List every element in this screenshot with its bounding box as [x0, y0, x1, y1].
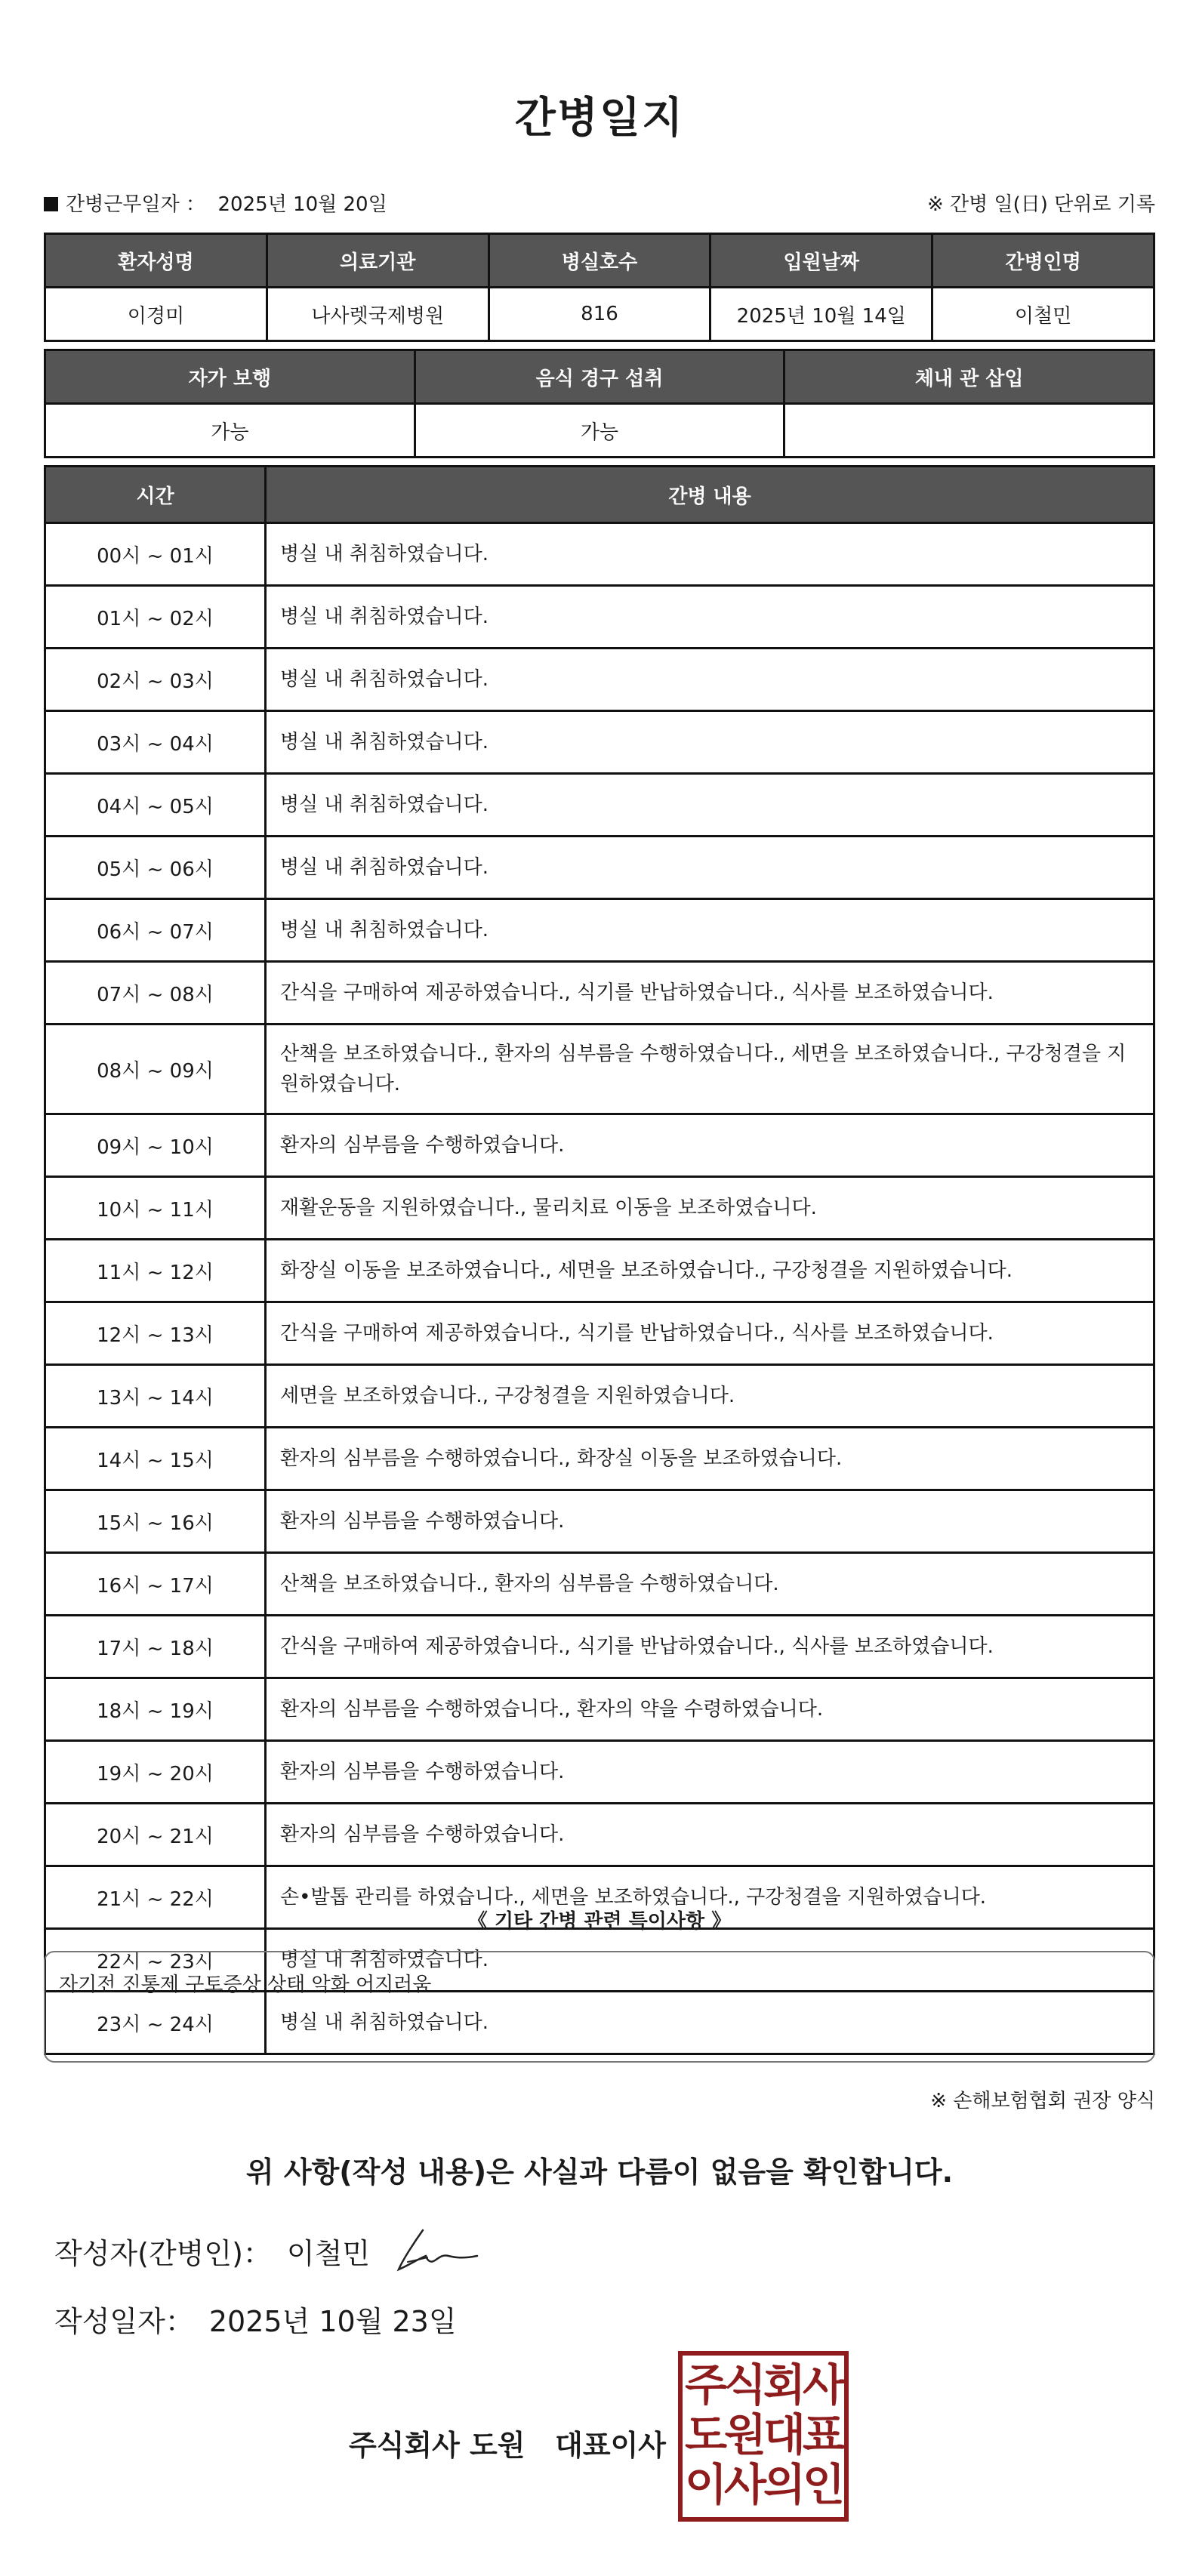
company-seal-icon	[678, 2351, 849, 2522]
table-row	[45, 1177, 1154, 1240]
time-cell: 00시 ~ 01시	[45, 523, 266, 586]
header-admission-date: 입원날짜	[710, 234, 932, 288]
content-cell: 병실 내 취침하였습니다.	[266, 586, 1154, 649]
table-row	[45, 1741, 1154, 1804]
table-row	[45, 1365, 1154, 1428]
table-row	[45, 1490, 1154, 1553]
table-row	[45, 774, 1154, 837]
caregiver-name: 이철민	[932, 288, 1154, 341]
remarks-box: 자기전 진통제 구토증상 상태 악화 어지러움	[44, 1951, 1155, 2063]
signature-icon	[393, 2226, 483, 2276]
table-row	[45, 837, 1154, 899]
work-date-label: 간병근무일자 ：	[66, 193, 205, 216]
table-row	[45, 649, 1154, 711]
time-cell: 04시 ~ 05시	[45, 774, 266, 837]
time-cell: 08시 ~ 09시	[45, 1025, 266, 1114]
table-row	[45, 586, 1154, 649]
time-cell: 20시 ~ 21시	[45, 1804, 266, 1866]
content-cell: 환자의 심부름을 수행하였습니다., 환자의 약을 수령하였습니다.	[266, 1678, 1154, 1741]
ability-table	[44, 349, 1155, 458]
content-cell: 병실 내 취침하였습니다.	[266, 1929, 1154, 1992]
table-row	[45, 899, 1154, 962]
writer-label: 작성자(간병인)：	[54, 2237, 272, 2270]
tube-insertion-value	[784, 404, 1154, 458]
time-cell: 07시 ~ 08시	[45, 962, 266, 1025]
table-row	[45, 711, 1154, 774]
content-cell: 환자의 심부름을 수행하였습니다.	[266, 1741, 1154, 1804]
content-cell: 화장실 이동을 보조하였습니다., 세면을 보조하였습니다., 구강청결을 지원하였습니다.	[266, 1240, 1154, 1302]
patient-info-table	[44, 233, 1155, 342]
form-note: ※ 손해보험협회 권장 양식	[930, 2090, 1155, 2112]
content-cell: 재활운동을 지원하였습니다., 물리치료 이동을 보조하였습니다.	[266, 1177, 1154, 1240]
table-row	[45, 1114, 1154, 1177]
table-row	[45, 1025, 1154, 1114]
seal-line: 도원대표	[684, 2409, 843, 2460]
confirmation-statement: 위 사항(작성 내용)은 사실과 다름이 없음을 확인합니다.	[245, 2155, 954, 2189]
time-cell: 10시 ~ 11시	[45, 1177, 266, 1240]
write-date-line	[54, 2298, 457, 2340]
content-cell: 병실 내 취침하였습니다.	[266, 837, 1154, 899]
content-cell: 병실 내 취침하였습니다.	[266, 1992, 1154, 2054]
content-cell: 환자의 심부름을 수행하였습니다., 화장실 이동을 보조하였습니다.	[266, 1428, 1154, 1490]
time-cell: 12시 ~ 13시	[45, 1302, 266, 1365]
writer-name: 이철민	[286, 2237, 371, 2270]
header-walking: 자가 보행	[45, 350, 415, 404]
header-oral-intake: 음식 경구 섭취	[415, 350, 784, 404]
content-cell: 환자의 심부름을 수행하였습니다.	[266, 1114, 1154, 1177]
content-cell: 병실 내 취침하였습니다.	[266, 523, 1154, 586]
record-unit-note: ※ 간병 일(日) 단위로 기록	[926, 193, 1155, 216]
time-cell: 05시 ~ 06시	[45, 837, 266, 899]
table-row	[45, 1428, 1154, 1490]
content-cell: 병실 내 취침하였습니다.	[266, 774, 1154, 837]
room-number: 816	[489, 288, 710, 341]
document-title: 간병일지	[514, 94, 685, 143]
writer-line	[54, 2230, 370, 2272]
header-hospital: 의료기관	[267, 234, 489, 288]
care-log-table	[44, 465, 1155, 2055]
header-care-content: 간병 내용	[266, 467, 1154, 523]
time-cell: 03시 ~ 04시	[45, 711, 266, 774]
table-row	[45, 1616, 1154, 1678]
seal-line: 주식회사	[684, 2359, 843, 2411]
write-date-label: 작성일자：	[54, 2305, 194, 2338]
square-bullet-icon	[44, 197, 58, 211]
time-cell: 22시 ~ 23시	[45, 1929, 266, 1992]
time-cell: 14시 ~ 15시	[45, 1428, 266, 1490]
time-cell: 13시 ~ 14시	[45, 1365, 266, 1428]
content-cell: 손•발톱 관리를 하였습니다., 세면을 보조하였습니다., 구강청결을 지원하였습니다.	[266, 1866, 1154, 1929]
work-date	[44, 189, 387, 217]
content-cell: 환자의 심부름을 수행하였습니다.	[266, 1804, 1154, 1866]
oral-intake-value: 가능	[415, 404, 784, 458]
table-row	[45, 1804, 1154, 1866]
time-cell: 01시 ~ 02시	[45, 586, 266, 649]
time-cell: 17시 ~ 18시	[45, 1616, 266, 1678]
content-cell: 병실 내 취침하였습니다.	[266, 711, 1154, 774]
time-cell: 09시 ~ 10시	[45, 1114, 266, 1177]
time-cell: 02시 ~ 03시	[45, 649, 266, 711]
company-name: 주식회사 도원 대표이사	[349, 2429, 666, 2462]
time-cell: 23시 ~ 24시	[45, 1992, 266, 2054]
header-caregiver: 간병인명	[932, 234, 1154, 288]
remarks-title: 《 기타 간병 관련 특이사항 》	[467, 1910, 732, 1933]
seal-line: 이사의인	[684, 2459, 843, 2510]
time-cell: 19시 ~ 20시	[45, 1741, 266, 1804]
content-cell: 병실 내 취침하였습니다.	[266, 899, 1154, 962]
hospital-name: 나사렛국제병원	[267, 288, 489, 341]
content-cell: 산책을 보조하였습니다., 환자의 심부름을 수행하였습니다., 세면을 보조하였습니다., 구강청결을 지원하였습니다.	[266, 1025, 1154, 1114]
meta-row	[44, 189, 1155, 219]
time-cell: 21시 ~ 22시	[45, 1866, 266, 1929]
table-row	[45, 523, 1154, 586]
header-patient-name: 환자성명	[45, 234, 267, 288]
content-cell: 간식을 구매하여 제공하였습니다., 식기를 반납하였습니다., 식사를 보조하였습니다.	[266, 1302, 1154, 1365]
walking-value: 가능	[45, 404, 415, 458]
admission-date: 2025년 10월 14일	[710, 288, 932, 341]
table-row	[45, 1302, 1154, 1365]
table-row	[45, 1553, 1154, 1616]
content-cell: 환자의 심부름을 수행하였습니다.	[266, 1490, 1154, 1553]
content-cell: 세면을 보조하였습니다., 구강청결을 지원하였습니다.	[266, 1365, 1154, 1428]
write-date-value: 2025년 10월 23일	[208, 2305, 457, 2338]
time-cell: 11시 ~ 12시	[45, 1240, 266, 1302]
header-room: 병실호수	[489, 234, 710, 288]
header-tube-insertion: 체내 관 삽입	[784, 350, 1154, 404]
content-cell: 간식을 구매하여 제공하였습니다., 식기를 반납하였습니다., 식사를 보조하였습니다.	[266, 1616, 1154, 1678]
table-row	[45, 1678, 1154, 1741]
work-date-value: 2025년 10월 20일	[217, 193, 387, 216]
time-cell: 16시 ~ 17시	[45, 1553, 266, 1616]
content-cell: 간식을 구매하여 제공하였습니다., 식기를 반납하였습니다., 식사를 보조하였습니다.	[266, 962, 1154, 1025]
time-cell: 18시 ~ 19시	[45, 1678, 266, 1741]
table-row	[45, 1240, 1154, 1302]
patient-name: 이경미	[45, 288, 267, 341]
time-cell: 15시 ~ 16시	[45, 1490, 266, 1553]
header-time: 시간	[45, 467, 266, 523]
table-row	[45, 962, 1154, 1025]
content-cell: 병실 내 취침하였습니다.	[266, 649, 1154, 711]
time-cell: 06시 ~ 07시	[45, 899, 266, 962]
content-cell: 산책을 보조하였습니다., 환자의 심부름을 수행하였습니다.	[266, 1553, 1154, 1616]
